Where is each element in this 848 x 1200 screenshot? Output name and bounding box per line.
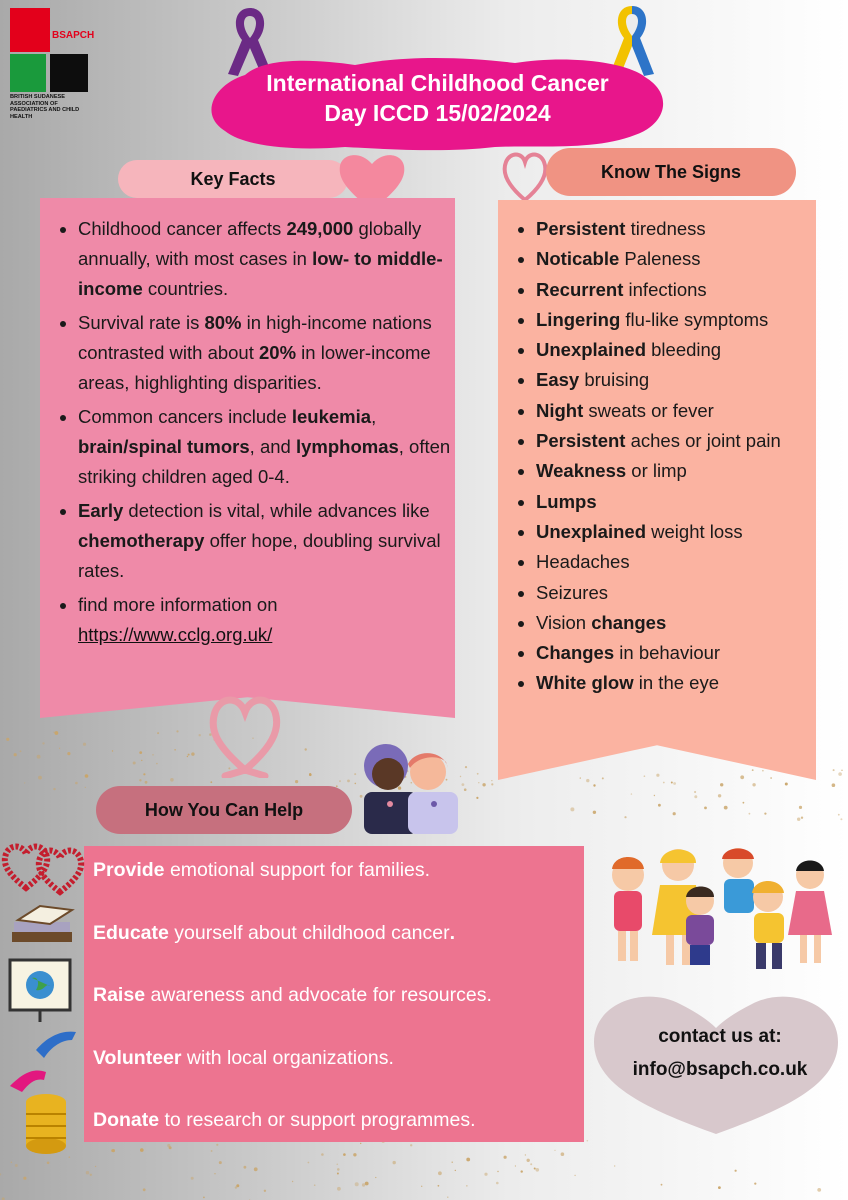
- sparkle-dot: [587, 1140, 589, 1142]
- sparkle-dot: [38, 776, 42, 780]
- sparkle-dot: [614, 1165, 615, 1166]
- sparkle-dot: [59, 748, 60, 749]
- sparkle-dot: [491, 783, 493, 785]
- sparkle-dot: [264, 1190, 266, 1192]
- sparkle-dot: [797, 818, 800, 821]
- sparkle-dot: [718, 1186, 721, 1189]
- sign-item: [536, 547, 836, 577]
- sign-item-emphasis: White glow: [536, 672, 634, 694]
- sign-item: [536, 305, 836, 335]
- key-fact-item-text: ,: [371, 406, 377, 427]
- sparkle-dot: [83, 743, 86, 746]
- sparkle-dot: [801, 817, 803, 819]
- key-fact-item: [78, 402, 468, 492]
- sparkle-dot: [482, 783, 485, 786]
- help-item: [93, 854, 583, 917]
- help-item-emphasis: Provide: [93, 859, 165, 881]
- key-fact-item: [78, 496, 468, 586]
- sparkle-dot: [497, 1171, 498, 1172]
- sparkle-dot: [749, 813, 751, 815]
- sign-item-text: Vision: [536, 611, 592, 633]
- help-item: [93, 979, 583, 1042]
- help-item: [93, 1104, 583, 1167]
- sparkle-dot: [187, 756, 188, 757]
- sparkle-dot: [75, 782, 78, 785]
- sparkle-dot: [42, 742, 44, 744]
- sparkle-dot: [0, 1173, 1, 1175]
- sparkle-dot: [199, 734, 201, 736]
- sparkle-dot: [752, 783, 755, 786]
- sign-item-text: sweats or fever: [583, 399, 714, 421]
- sparkle-dot: [235, 1186, 237, 1188]
- sign-item-text: Paleness: [619, 248, 701, 270]
- sparkle-dot: [593, 811, 596, 814]
- sparkle-dot: [85, 774, 89, 778]
- key-fact-item-text: in lower-income areas, highlighting disparities.: [78, 342, 431, 393]
- sparkle-dot: [421, 1186, 422, 1187]
- info-link[interactable]: https://www.cclg.org.uk/: [78, 624, 273, 645]
- sparkle-dot: [477, 773, 479, 775]
- sign-item-text: infections: [623, 278, 707, 300]
- key-fact-item-text: countries.: [142, 278, 229, 299]
- sparkle-dot: [785, 783, 788, 786]
- sparkle-dot: [141, 760, 142, 761]
- sparkle-dot: [838, 814, 840, 816]
- sparkle-dot: [799, 806, 802, 809]
- sign-item-text: Seizures: [536, 581, 608, 603]
- sparkle-dot: [661, 1184, 663, 1186]
- key-fact-item-text: in high-income nations contrasted with about: [78, 312, 432, 363]
- coins-icon: [26, 1094, 66, 1154]
- sign-item: [536, 335, 836, 365]
- sparkle-dot: [694, 791, 696, 793]
- key-fact-item-emphasis: Early: [78, 500, 124, 521]
- help-item-text: emotional support for families.: [164, 859, 431, 881]
- title-line-1: International Childhood Cancer: [266, 70, 609, 96]
- sign-item-emphasis: Lingering: [536, 308, 621, 330]
- sparkle-dot: [339, 780, 341, 782]
- heart-ribbon-icon: [205, 686, 285, 778]
- sparkle-dot: [644, 775, 646, 777]
- sparkle-dot: [337, 1173, 339, 1175]
- key-fact-item-emphasis: low- to middle-income: [78, 248, 443, 299]
- sparkle-dot: [694, 795, 697, 798]
- sparkle-dot: [580, 777, 581, 778]
- help-icons-column: [0, 836, 92, 1166]
- sparkle-dot: [112, 750, 113, 751]
- sparkle-dot: [23, 1177, 26, 1180]
- key-fact-item-text: globally annually, with most cases in: [78, 218, 422, 269]
- logo-org-name: BRITISH SUDANESE ASSOCIATION OF PAEDIATRICS AND CHILD HEALTH: [10, 94, 80, 120]
- books-icon: [12, 906, 72, 942]
- sparkle-dot: [157, 732, 159, 734]
- globe-board-icon: [10, 960, 70, 1022]
- sparkle-dot: [671, 782, 673, 784]
- rose-hearts-icon: [5, 847, 81, 893]
- help-item-emphasis: Donate: [93, 1109, 160, 1131]
- key-fact-item: [78, 308, 468, 398]
- sparkle-dot: [762, 770, 764, 772]
- sparkle-dot: [673, 782, 676, 785]
- how-you-can-help-heading: How You Can Help: [96, 786, 352, 834]
- help-item: [93, 1042, 583, 1105]
- title-line-2: Day ICCD 15/02/2024: [324, 100, 551, 126]
- logo-red-block: [10, 8, 50, 52]
- sign-item: [536, 244, 836, 274]
- sparkle-dot: [624, 816, 626, 818]
- sparkle-dot: [658, 804, 661, 807]
- sparkle-dot: [174, 749, 176, 751]
- sign-item-text: aches or joint pain: [625, 430, 781, 452]
- key-fact-item-text: Survival rate is: [78, 312, 205, 333]
- sign-item-text: flu-like symptoms: [620, 308, 769, 330]
- sign-item-emphasis: Persistent: [536, 218, 626, 239]
- sign-item-text: Headaches: [536, 551, 630, 573]
- help-item-text: to research or support programmes.: [159, 1109, 476, 1131]
- sparkle-dot: [438, 1185, 440, 1187]
- sparkle-dot: [740, 775, 744, 779]
- sparkle-dot: [654, 795, 655, 796]
- key-fact-item: [78, 590, 468, 650]
- sparkle-dot: [375, 1177, 376, 1178]
- sparkle-dot: [20, 750, 22, 752]
- sign-item-emphasis: Changes: [536, 642, 615, 664]
- sign-item-text: weight loss: [646, 520, 743, 542]
- sparkle-dot: [602, 777, 604, 779]
- sparkle-dot: [188, 754, 190, 756]
- sparkle-dot: [570, 807, 574, 811]
- sparkle-dot: [817, 1188, 821, 1192]
- sparkle-dot: [254, 1167, 258, 1171]
- logo-green-block: [10, 54, 46, 92]
- signs-list: [516, 214, 836, 699]
- page-title: [215, 68, 660, 128]
- sparkle-dot: [491, 780, 492, 781]
- heart-ribbon-icon: [500, 148, 550, 204]
- sparkle-dot: [841, 770, 842, 771]
- sparkle-dot: [170, 778, 174, 782]
- hug-illustration: [346, 738, 466, 834]
- sparkle-dot: [521, 1170, 523, 1172]
- sparkle-dot: [832, 783, 836, 787]
- sparkle-dot: [704, 807, 707, 810]
- kids-illustration: [600, 845, 840, 980]
- sparkle-dot: [24, 782, 25, 783]
- sparkle-dot: [152, 754, 153, 755]
- key-fact-item-emphasis: leukemia: [291, 406, 372, 427]
- sign-item-emphasis: Persistent: [536, 430, 626, 452]
- sign-item-emphasis: Night: [536, 399, 584, 421]
- sign-item-text: or limp: [626, 460, 687, 482]
- sparkle-dot: [536, 1168, 540, 1172]
- sparkle-dot: [309, 773, 311, 775]
- sign-item: [536, 668, 836, 698]
- sign-item: [536, 214, 836, 244]
- sparkle-dot: [735, 1170, 737, 1172]
- sparkle-dot: [295, 780, 298, 783]
- sign-item-emphasis: Easy: [536, 369, 580, 391]
- helping-hands-icon: [10, 1032, 76, 1092]
- contact-label: contact us at:: [658, 1026, 782, 1047]
- sparkle-dot: [724, 806, 728, 810]
- sign-item: [536, 396, 836, 426]
- help-item-emphasis: Volunteer: [93, 1046, 182, 1069]
- sparkle-dot: [447, 1197, 448, 1198]
- contact-email[interactable]: info@bsapch.co.uk: [632, 1059, 808, 1080]
- key-fact-item-emphasis: 249,000: [286, 218, 354, 239]
- sign-item: [536, 456, 836, 486]
- sparkle-dot: [37, 755, 41, 759]
- sparkle-dot: [631, 793, 632, 794]
- sparkle-dot: [673, 812, 676, 815]
- sign-item-text: in behaviour: [614, 642, 721, 664]
- key-fact-item-text: , and: [249, 436, 296, 457]
- sparkle-dot: [191, 752, 194, 755]
- key-fact-item-text: find more information on: [78, 594, 278, 615]
- sparkle-dot: [656, 774, 659, 777]
- help-item-text: awareness and advocate for resources.: [145, 984, 492, 1006]
- sparkle-dot: [574, 1175, 575, 1176]
- sparkle-dot: [586, 779, 589, 782]
- sparkle-dot: [210, 781, 212, 783]
- contact-info: [600, 1020, 840, 1086]
- sparkle-dot: [85, 787, 86, 788]
- sign-item: [536, 487, 836, 517]
- sparkle-dot: [191, 1177, 194, 1180]
- help-item-emphasis: Raise: [93, 984, 146, 1006]
- sign-item: [536, 365, 836, 395]
- sign-item-emphasis: Lumps: [536, 490, 597, 512]
- sign-item-text: bleeding: [646, 339, 722, 361]
- sparkle-dot: [292, 1181, 293, 1182]
- sign-item-emphasis: Noticable: [536, 248, 620, 270]
- sparkle-dot: [466, 1185, 467, 1186]
- sparkle-dot: [53, 732, 54, 733]
- sparkle-dot: [478, 782, 479, 783]
- help-item-emphasis: Educate: [93, 921, 169, 944]
- logo-black-block: [50, 54, 88, 92]
- sparkle-dot: [476, 797, 478, 799]
- key-facts-list: [58, 214, 468, 654]
- sparkle-dot: [139, 751, 142, 754]
- sign-item-text: bruising: [579, 369, 650, 391]
- sparkle-dot: [90, 1174, 92, 1176]
- key-facts-heading: Key Facts: [118, 160, 348, 198]
- sparkle-dot: [718, 794, 721, 797]
- help-item-emphasis: .: [449, 921, 456, 944]
- sign-item-emphasis: Recurrent: [536, 278, 624, 300]
- sign-item-emphasis: Unexplained: [536, 520, 646, 542]
- key-fact-item-emphasis: 20%: [259, 342, 297, 363]
- sparkle-dot: [86, 1171, 89, 1174]
- sparkle-dot: [534, 1168, 536, 1170]
- sparkle-dot: [593, 784, 595, 786]
- sparkle-dot: [455, 1170, 456, 1171]
- bsapch-logo: [8, 8, 95, 120]
- sparkle-dot: [139, 779, 141, 781]
- sparkle-dot: [337, 1187, 341, 1191]
- sign-item: [536, 275, 836, 305]
- sparkle-dot: [214, 1173, 215, 1174]
- sparkle-dot: [496, 1182, 499, 1185]
- sparkle-dot: [484, 1173, 487, 1176]
- sparkle-dot: [764, 813, 766, 815]
- help-list: [93, 854, 583, 1167]
- key-fact-item-emphasis: chemotherapy: [78, 530, 205, 551]
- sparkle-dot: [143, 773, 145, 775]
- key-fact-item-text: , often striking children aged 0-4.: [78, 436, 451, 487]
- sparkle-dot: [838, 772, 842, 776]
- sparkle-dot: [55, 731, 59, 735]
- key-fact-item-text: offer hope, doubling survival rates.: [78, 530, 441, 581]
- key-fact-item-text: detection is vital, while advances like: [123, 500, 430, 521]
- sparkle-dot: [752, 769, 754, 771]
- sparkle-dot: [770, 777, 772, 779]
- help-item-text: yourself about childhood cancer: [168, 921, 450, 944]
- sparkle-dot: [133, 762, 136, 765]
- sparkle-dot: [143, 1188, 146, 1191]
- know-the-signs-heading: Know The Signs: [546, 148, 796, 196]
- sparkle-dot: [156, 763, 158, 765]
- sign-item-emphasis: Weakness: [536, 460, 627, 482]
- sparkle-dot: [176, 730, 178, 732]
- sign-item: [536, 608, 836, 638]
- key-fact-item-emphasis: brain/spinal tumors: [78, 436, 250, 457]
- sparkle-dot: [314, 1184, 316, 1186]
- logo-short-name: BSAPCH: [52, 30, 95, 41]
- key-fact-item-text: Childhood cancer affects: [78, 218, 287, 239]
- sparkle-dot: [305, 748, 307, 750]
- sparkle-dot: [6, 738, 9, 741]
- sparkle-dot: [720, 783, 723, 786]
- sparkle-dot: [337, 1168, 340, 1171]
- sparkle-dot: [203, 1197, 205, 1199]
- sparkle-dot: [743, 802, 745, 804]
- sparkle-dot: [67, 752, 70, 755]
- key-fact-item-emphasis: lymphomas: [295, 436, 399, 457]
- help-item-text: with local organizations.: [181, 1046, 394, 1069]
- key-fact-item-emphasis: 80%: [204, 312, 242, 333]
- sparkle-dot: [355, 1182, 359, 1186]
- sign-item: [536, 578, 836, 608]
- sparkle-dot: [840, 818, 842, 820]
- sign-item-emphasis: Unexplained: [536, 339, 646, 361]
- sign-item-text: in the eye: [633, 672, 719, 694]
- sparkle-dot: [663, 782, 665, 784]
- help-item: [93, 917, 583, 980]
- sparkle-dot: [365, 1182, 369, 1186]
- sign-item-text: tiredness: [625, 218, 706, 239]
- sparkle-dot: [754, 1183, 756, 1185]
- sparkle-dot: [438, 1171, 442, 1175]
- sparkle-dot: [362, 1183, 365, 1186]
- sparkle-dot: [833, 769, 835, 771]
- sign-item: [536, 638, 836, 668]
- sparkle-dot: [145, 781, 148, 784]
- sparkle-dot: [53, 788, 55, 790]
- sign-item: [536, 517, 836, 547]
- sparkle-dot: [14, 753, 17, 756]
- sign-item-emphasis: changes: [591, 611, 667, 633]
- key-fact-item: [78, 214, 468, 304]
- sign-item: [536, 426, 836, 456]
- key-fact-item-text: Common cancers include: [78, 406, 292, 427]
